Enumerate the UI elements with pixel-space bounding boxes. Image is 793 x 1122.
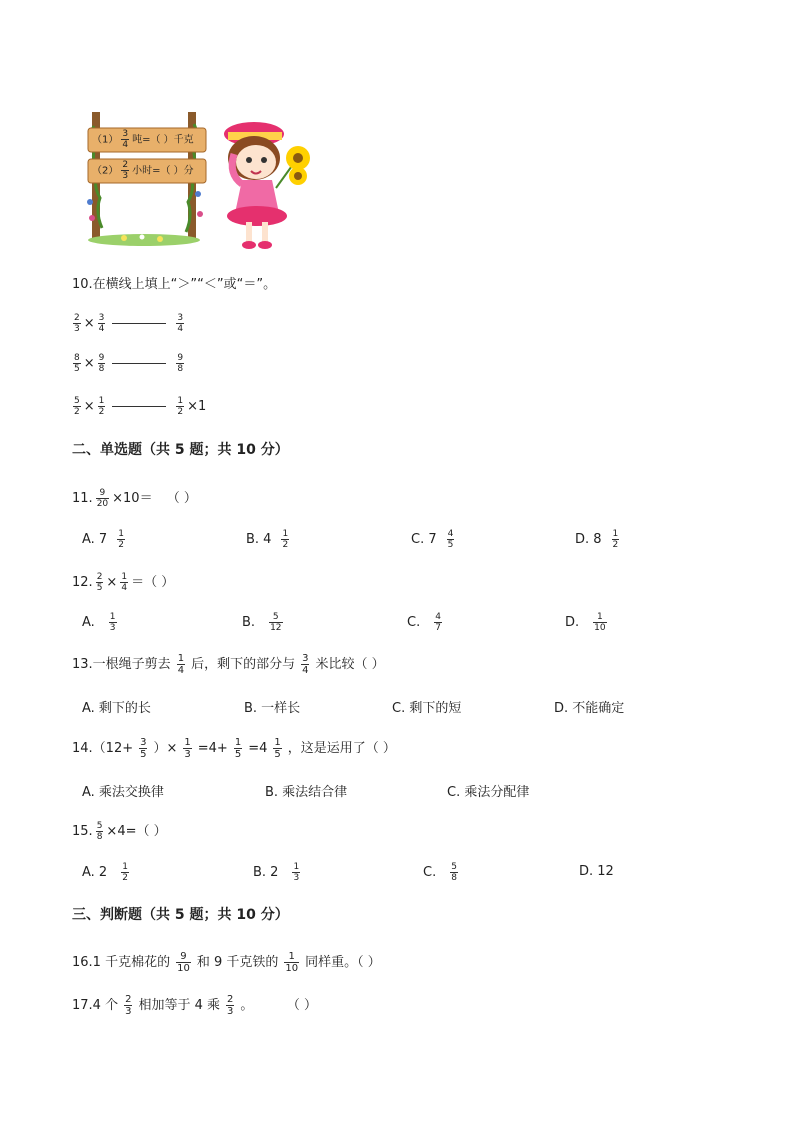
q15-option-c-num: 5 <box>451 862 457 872</box>
q10-r1-answer-blank[interactable] <box>112 323 166 324</box>
q15-stem <box>72 820 167 842</box>
q10-r3-c-num: 1 <box>177 396 184 406</box>
q12-option-d-num: 1 <box>597 612 603 622</box>
q14-stem <box>72 737 396 760</box>
q13-text-3[interactable]: 米比较（ ） <box>315 657 385 672</box>
q15-option-a-den: 2 <box>122 873 128 883</box>
q10-r3-tail: ×1 <box>187 399 207 414</box>
q14-f4-num: 1 <box>274 737 281 748</box>
q12-option-c[interactable] <box>407 612 445 633</box>
q10-r3-a-den: 2 <box>74 407 80 417</box>
q12-option-d-label: D. <box>565 615 580 630</box>
q10-r2-b-den: 8 <box>98 364 105 374</box>
q10-r2-op: × <box>83 356 95 371</box>
q15-tail[interactable]: ×4=（ ） <box>106 824 167 839</box>
q12-option-c-den: 7 <box>435 623 441 633</box>
q13-text-2: 后，剩下的部分与 <box>191 657 296 672</box>
q12-option-a-den: 3 <box>109 623 116 633</box>
q15-option-b-den: 3 <box>293 873 300 883</box>
q10-r1-c-den: 4 <box>177 324 184 334</box>
q11-option-d[interactable] <box>575 529 622 550</box>
q12-option-c-num: 4 <box>435 612 441 622</box>
q10-r3-a-num: 5 <box>74 396 80 406</box>
q10-r2-answer-blank[interactable] <box>112 363 166 364</box>
q14-f1-den: 5 <box>140 749 147 760</box>
q15-option-a[interactable] <box>82 862 132 883</box>
q15-prefix: 15. <box>72 824 93 839</box>
sign-line-1-numerator: 3 <box>122 129 129 139</box>
q17-stem <box>72 994 317 1017</box>
q11-option-c[interactable] <box>411 529 457 550</box>
q11-option-c-den: 5 <box>447 540 454 550</box>
section-3-heading: 三、判断题（共 5 题；共 10 分） <box>72 907 289 923</box>
q14-option-a[interactable]: A. 乘法交换律 <box>82 785 164 800</box>
q10-r1-b-num: 3 <box>98 313 105 323</box>
q10-r2-c-num: 9 <box>177 353 184 363</box>
sign-line-2-denominator: 3 <box>122 171 129 181</box>
q12-tail[interactable]: ＝（ ） <box>131 575 175 590</box>
q12-option-a-num: 1 <box>109 612 116 622</box>
q14-f3-num: 1 <box>234 737 242 748</box>
q13-stem <box>72 653 385 676</box>
q10-r3-c-den: 2 <box>177 407 184 417</box>
q11-option-a[interactable] <box>82 529 128 550</box>
q12-option-a[interactable] <box>82 612 120 633</box>
q10-r3-op: × <box>83 399 95 414</box>
q12-option-c-label: C. <box>407 615 421 630</box>
q11-tail: ×10＝ <box>112 491 153 506</box>
q14-text-3: =4+ <box>197 741 228 756</box>
q17-text-1: 17.4 个 <box>72 998 119 1013</box>
q11-option-c-label: C. 7 <box>411 532 437 547</box>
q14-f1-num: 3 <box>140 737 147 748</box>
q15-option-c[interactable] <box>423 862 461 883</box>
q10-r2-c-den: 8 <box>177 364 184 374</box>
q11-option-b-num: 1 <box>282 529 289 539</box>
q14-text-1: 14.（12+ <box>72 741 134 756</box>
girl-illustration <box>214 118 324 252</box>
q12-option-b-label: B. <box>242 615 256 630</box>
q12-option-d[interactable] <box>565 612 610 633</box>
q11-option-b-den: 2 <box>282 540 289 550</box>
q10-r2-a-num: 8 <box>74 353 80 363</box>
q13-option-a[interactable]: A. 剩下的长 <box>82 701 151 716</box>
q12-a-num: 2 <box>96 572 103 582</box>
q17-f2-num: 2 <box>227 994 234 1005</box>
q16-stem <box>72 951 381 974</box>
q12-prefix: 12. <box>72 575 93 590</box>
q12-option-d-den: 10 <box>594 623 606 633</box>
q10-r1-op: × <box>83 316 95 331</box>
q13-frac1-num: 1 <box>177 653 185 664</box>
q11-answer-paren[interactable]: （ ） <box>166 491 197 506</box>
q12-option-b[interactable] <box>242 612 286 633</box>
q17-text-2: 相加等于 4 乘 <box>138 998 220 1013</box>
q11-option-a-num: 1 <box>118 529 124 539</box>
q14-f2-den: 3 <box>184 749 191 760</box>
sign-line-1 <box>92 129 194 150</box>
q17-f1-den: 3 <box>125 1006 132 1017</box>
q15-option-d-label: D. 12 <box>579 864 614 879</box>
q10-r3-answer-blank[interactable] <box>112 406 166 407</box>
q11-prefix: 11. <box>72 491 93 506</box>
q15-option-b-label: B. 2 <box>253 865 279 880</box>
q13-option-c[interactable]: C. 剩下的短 <box>392 701 462 716</box>
sign-line-1-prefix: （1） <box>92 134 119 146</box>
q11-num: 9 <box>99 488 106 498</box>
q15-option-c-label: C. <box>423 865 437 880</box>
q11-option-b[interactable] <box>246 529 292 550</box>
q16-text-2: 和 9 千克铁的 <box>196 955 279 970</box>
q12-option-b-num: 5 <box>272 612 279 622</box>
q15-option-b-num: 1 <box>293 862 300 872</box>
q10-r1-c-num: 3 <box>177 313 184 323</box>
q16-text-3[interactable]: 同样重。（ ） <box>305 955 381 970</box>
q12-option-a-label: A. <box>82 615 95 630</box>
q10-r3-b-den: 2 <box>98 407 105 417</box>
q15-option-a-num: 1 <box>122 862 128 872</box>
q10-row-2 <box>70 353 187 374</box>
sign-line-2-prefix: （2） <box>92 165 119 177</box>
q15-option-c-den: 8 <box>451 873 457 883</box>
q13-option-d[interactable]: D. 不能确定 <box>554 701 625 716</box>
sign-line-2 <box>92 160 194 181</box>
q11-option-d-label: D. 8 <box>575 532 602 547</box>
q17-answer-paren[interactable]: （ ） <box>293 998 318 1013</box>
q13-frac2-num: 3 <box>302 653 309 664</box>
q13-frac1-den: 4 <box>177 665 185 676</box>
q11-option-d-den: 2 <box>612 540 619 550</box>
q13-text-1: 13.一根绳子剪去 <box>72 657 171 672</box>
q17-text-3: 。 <box>240 998 254 1013</box>
q14-f2-num: 1 <box>184 737 191 748</box>
q16-f2-den: 10 <box>285 963 299 974</box>
q11-den: 20 <box>96 499 109 509</box>
q15-option-b[interactable] <box>253 862 303 883</box>
q12-a-den: 5 <box>96 583 103 593</box>
q14-text-2: ）× <box>153 741 178 756</box>
q11-option-b-label: B. 4 <box>246 532 272 547</box>
q10-title: 10.在横线上填上“＞”“＜”或“＝”。 <box>72 277 277 292</box>
q14-option-c[interactable]: C. 乘法分配律 <box>447 785 530 800</box>
q10-row-3 <box>70 396 206 417</box>
section-2-heading: 二、单选题（共 5 题；共 10 分） <box>72 442 289 458</box>
q10-r1-b-den: 4 <box>98 324 105 334</box>
sign-line-1-text: 吨=（ ）千克 <box>132 134 194 146</box>
q10-row-1 <box>70 313 187 334</box>
sign-line-1-denominator: 4 <box>122 140 129 150</box>
q11-option-c-num: 4 <box>447 529 454 539</box>
q11-option-d-num: 1 <box>612 529 619 539</box>
q10-r3-b-num: 1 <box>98 396 105 406</box>
q16-f1-num: 9 <box>180 951 187 962</box>
sign-line-2-numerator: 2 <box>122 160 129 170</box>
q14-text-4: =4 <box>248 741 268 756</box>
q16-text-1: 16.1 千克棉花的 <box>72 955 171 970</box>
q11-stem <box>72 487 197 509</box>
q13-option-b[interactable]: B. 一样长 <box>244 701 301 716</box>
q17-f2-den: 3 <box>227 1006 234 1017</box>
q10-r2-a-den: 5 <box>74 364 80 374</box>
sign-line-2-text: 小时=（ ）分 <box>132 165 194 177</box>
q13-frac2-den: 4 <box>302 665 309 676</box>
q10-r2-b-num: 9 <box>98 353 105 363</box>
q14-f4-den: 5 <box>274 749 281 760</box>
q14-f3-den: 5 <box>234 749 242 760</box>
q14-option-b[interactable]: B. 乘法结合律 <box>265 785 348 800</box>
q14-text-5[interactable]: ，这是运用了（ ） <box>287 741 396 756</box>
q15-num: 5 <box>96 821 103 831</box>
q12-b-num: 1 <box>121 572 128 582</box>
q15-option-a-label: A. 2 <box>82 865 108 880</box>
q12-stem <box>72 571 174 593</box>
q16-f1-den: 10 <box>177 963 190 974</box>
q17-f1-num: 2 <box>125 994 132 1005</box>
q10-r1-a-den: 3 <box>74 324 80 334</box>
q16-f2-num: 1 <box>288 951 295 962</box>
q15-den: 8 <box>96 832 103 842</box>
q11-option-a-den: 2 <box>118 540 124 550</box>
q12-b-den: 4 <box>121 583 128 593</box>
q11-option-a-label: A. 7 <box>82 532 108 547</box>
q15-option-d[interactable] <box>579 864 614 879</box>
q10-r1-a-num: 2 <box>74 313 80 323</box>
q12-op: × <box>106 575 118 590</box>
q12-option-b-den: 12 <box>270 623 282 633</box>
